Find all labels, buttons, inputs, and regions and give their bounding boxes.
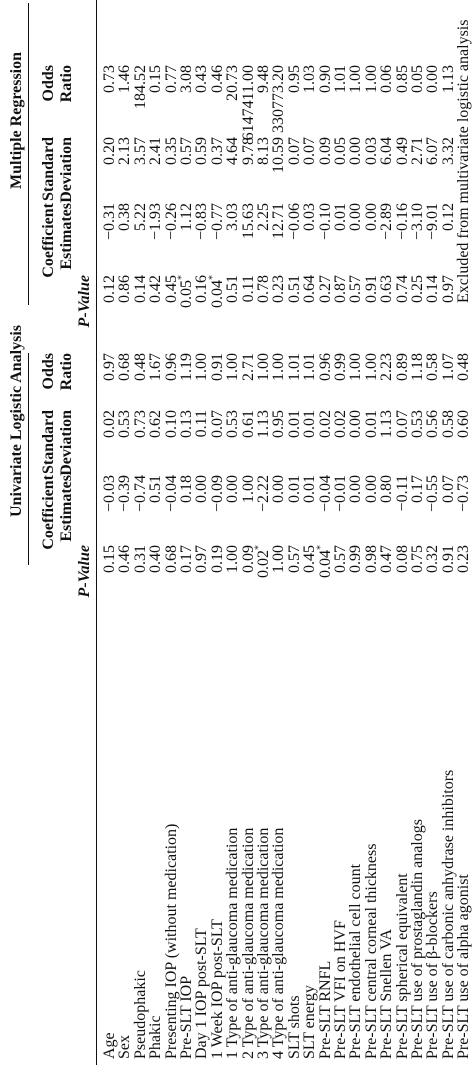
univariate-pvalue: 0.31 [131, 545, 149, 573]
excluded-note: Excluded from multivariate logistic analysis [455, 19, 473, 303]
multiple-odds-ratio: 20.73 [224, 65, 242, 101]
multiple-sd: 3.57 [131, 137, 149, 165]
univariate-coefficient: −0.09 [208, 475, 226, 513]
multiple-odds-ratio: 1.03 [301, 65, 319, 93]
header-bottom-rule [96, 0, 97, 1065]
row-label: Pre-SLT spherical equivalent [393, 873, 411, 1059]
significance-asterisk: * [176, 275, 188, 280]
multiple-coefficient: 15.63 [239, 203, 257, 239]
multiple-coefficient: 0.12 [439, 203, 457, 231]
multiple-sd: 3.32 [439, 137, 457, 165]
univariate-coefficient: −0.74 [131, 475, 149, 513]
multiple-coefficient: −1.93 [147, 203, 165, 241]
multiple-odds-ratio: 1.01 [332, 65, 349, 93]
multiple-coefficient: 2.25 [255, 203, 272, 231]
univariate-sd: 0.10 [162, 410, 180, 438]
univariate-odds-ratio: 2.71 [239, 353, 257, 381]
multiple-odds-ratio: 0.46 [208, 65, 226, 93]
multiple-pvalue: 0.05* [176, 275, 195, 308]
univariate-odds-ratio: 1.01 [301, 353, 319, 381]
univariate-coefficient: −0.73 [455, 475, 473, 513]
multiple-coef-header: Coefficient [40, 203, 57, 278]
univariate-odds-ratio: 1.00 [255, 353, 272, 381]
univariate-pvalue: 0.57 [285, 545, 303, 573]
multiple-odds-ratio: 0.06 [378, 65, 396, 93]
row-label: Pre-SLT Snellen VA [378, 928, 396, 1059]
multiple-sd: 6.07 [424, 137, 442, 165]
univariate-coefficient: 0.00 [193, 475, 211, 503]
univariate-coefficient: −0.01 [332, 475, 349, 513]
multiple-sd: 0.57 [178, 137, 195, 165]
multiple-sd-header: Standard [40, 137, 57, 202]
multiple-pvalue: 0.04* [207, 275, 226, 308]
multiple-pvalue: 0.74 [393, 275, 411, 303]
univariate-sd: 0.01 [301, 410, 319, 438]
multiple-coefficient: 0.00 [347, 203, 365, 231]
univariate-pvalue: 0.02* [253, 545, 272, 578]
multiple-pvalue: 0.97 [439, 275, 457, 303]
univariate-pvalue: 0.91 [439, 545, 457, 573]
row-label: Pre-SLT VFI on HVF [332, 920, 349, 1059]
multiple-pvalue: 0.27 [316, 275, 334, 303]
multiple-coefficient: 5.22 [131, 203, 149, 231]
multiple-pvalue: 0.16 [193, 275, 211, 303]
group-underline-univariate [28, 353, 29, 565]
multiple-coefficient: 12.71 [270, 203, 288, 239]
row-label: Age [101, 1032, 118, 1059]
univariate-sd: 0.02 [316, 410, 334, 438]
multiple-coefficient: −0.10 [316, 203, 334, 241]
univariate-sd-header-2: Deviation [58, 410, 75, 476]
multiple-sd: 2.71 [409, 137, 426, 165]
univariate-odds-ratio: 1.07 [439, 353, 457, 381]
univariate-odds-ratio: 1.18 [409, 353, 426, 381]
univariate-pvalue-header: P-Value [76, 545, 93, 598]
multiple-pvalue: 0.51 [224, 275, 242, 303]
row-label: Pre-SLT endothelial cell count [347, 863, 365, 1059]
univariate-coefficient: −2.22 [255, 475, 272, 513]
multiple-sd: 2.13 [116, 137, 134, 165]
univariate-pvalue: 0.08 [393, 545, 411, 573]
multiple-pvalue: 0.91 [362, 275, 380, 303]
univariate-pvalue: 0.97 [193, 545, 211, 573]
multiple-odds-ratio: 1.00 [362, 65, 380, 93]
row-label: 1 Week IOP post-SLT [208, 919, 226, 1059]
univariate-odds-ratio: 0.97 [101, 353, 118, 381]
row-label: 1 Type of anti-glaucoma medication [224, 827, 242, 1059]
significance-asterisk: * [207, 275, 219, 280]
multiple-pvalue: 0.25 [409, 275, 426, 303]
multiple-pvalue: 0.45 [162, 275, 180, 303]
row-label: Pre-SLT use of β-blockers [424, 891, 442, 1059]
group-underline-multiple [28, 3, 29, 305]
multiple-odds-ratio: 1.46 [116, 65, 134, 93]
multiple-sd: 0.07 [301, 137, 319, 165]
univariate-odds-ratio: 2.23 [378, 353, 396, 381]
multiple-or-header-2: Ratio [58, 65, 75, 103]
univariate-coefficient: 0.18 [178, 475, 195, 503]
multiple-coefficient: 0.38 [116, 203, 134, 231]
row-label: Phakic [147, 1015, 165, 1059]
univariate-coefficient: 0.00 [224, 475, 242, 503]
multiple-sd: 0.37 [208, 137, 226, 165]
multiple-sd: 0.49 [393, 137, 411, 165]
multiple-odds-ratio: 0.95 [285, 65, 303, 93]
multiple-sd-header-2: Deviation [58, 137, 75, 203]
row-label: Pseudophakic [131, 970, 149, 1059]
univariate-coefficient: 0.01 [285, 475, 303, 503]
univariate-odds-ratio: 0.89 [393, 353, 411, 381]
univariate-coefficient: 0.17 [409, 475, 426, 503]
univariate-pvalue: 0.47 [378, 545, 396, 573]
multiple-coef-header-2: Estimates [58, 203, 75, 270]
univariate-pvalue: 0.17 [178, 545, 195, 573]
significance-asterisk: * [253, 545, 265, 550]
univariate-sd: 0.62 [147, 410, 165, 438]
multiple-pvalue: 0.23 [270, 275, 288, 303]
multiple-pvalue: 0.51 [285, 275, 303, 303]
univariate-pvalue: 0.23 [455, 545, 473, 573]
multiple-odds-ratio: 0.85 [393, 65, 411, 93]
multiple-pvalue: 0.12 [101, 275, 118, 303]
univariate-odds-ratio: 0.91 [208, 353, 226, 381]
univariate-odds-ratio: 1.00 [224, 353, 242, 381]
multiple-pvalue: 0.63 [378, 275, 396, 303]
univariate-odds-ratio: 0.99 [332, 353, 349, 381]
univariate-pvalue: 0.40 [147, 545, 165, 573]
univariate-sd: 0.00 [347, 410, 365, 438]
univariate-sd: 0.13 [178, 410, 195, 438]
univariate-sd-header: Standard [40, 410, 57, 475]
univariate-sd: 0.07 [393, 410, 411, 438]
univariate-sd: 0.53 [224, 410, 242, 438]
row-label: Pre-SLT use of alpha agonist [455, 874, 473, 1059]
univariate-or-header: Odds [40, 353, 57, 390]
row-label: 4 Type of anti-glaucoma medication [270, 827, 288, 1059]
multiple-pvalue: 0.11 [239, 275, 257, 303]
row-label: 2 Type of anti-glaucoma medication [239, 827, 257, 1059]
row-label: Pre-SLT central corneal thickness [362, 843, 380, 1059]
univariate-sd: 0.61 [239, 410, 257, 438]
univariate-pvalue: 1.00 [224, 545, 242, 573]
multiple-odds-ratio: 184.52 [131, 65, 149, 109]
multiple-sd: 6.04 [378, 137, 396, 165]
row-label: Pre-SLT use of prostaglandin analogs [409, 819, 426, 1059]
univariate-sd: 0.01 [362, 410, 380, 438]
univariate-odds-ratio: 0.96 [316, 353, 334, 381]
multiple-pvalue: 0.14 [131, 275, 149, 303]
univariate-odds-ratio: 1.00 [362, 353, 380, 381]
univariate-pvalue: 0.68 [162, 545, 180, 573]
multiple-odds-ratio: 0.43 [193, 65, 211, 93]
univariate-sd: 1.13 [378, 410, 396, 438]
multiple-sd: 0.35 [162, 137, 180, 165]
multiple-coefficient: −0.26 [162, 203, 180, 241]
multiple-or-header: Odds [40, 65, 57, 102]
row-label: Pre-SLT use of carbonic anhydrase inhibitors [439, 769, 457, 1059]
univariate-sd: 0.53 [409, 410, 426, 438]
multiple-coefficient: 3.03 [224, 203, 242, 231]
multiple-coefficient: 1.12 [178, 203, 195, 231]
univariate-pvalue: 0.45 [301, 545, 319, 573]
univariate-sd: 0.58 [439, 410, 457, 438]
univariate-pvalue: 0.99 [347, 545, 365, 573]
univariate-coef-header: Coefficient [40, 475, 57, 550]
multiple-coefficient: 0.00 [362, 203, 380, 231]
univariate-coefficient: 0.07 [439, 475, 457, 503]
univariate-pvalue: 0.09 [239, 545, 257, 573]
univariate-odds-ratio: 1.00 [193, 353, 211, 381]
multiple-coefficient: −2.89 [378, 203, 396, 241]
row-label: Pre-SLT RNFL [316, 960, 334, 1059]
multiple-coefficient: −0.31 [101, 203, 118, 241]
univariate-sd: 0.60 [455, 410, 473, 438]
row-label: Pre-SLT IOP [178, 975, 195, 1059]
univariate-coefficient: 0.80 [378, 475, 396, 503]
univariate-coefficient: 1.00 [239, 475, 257, 503]
univariate-odds-ratio: 1.19 [178, 353, 195, 381]
multiple-pvalue: 0.87 [332, 275, 349, 303]
multiple-coefficient: 0.03 [301, 203, 319, 231]
univariate-pvalue: 0.98 [362, 545, 380, 573]
univariate-coefficient: 0.00 [270, 475, 288, 503]
multiple-sd: 2.41 [147, 137, 165, 165]
multiple-sd: 0.20 [101, 137, 118, 165]
univariate-sd: 0.95 [270, 410, 288, 438]
row-label: Day 1 IOP post-SLT [193, 928, 211, 1059]
multiple-odds-ratio: 0.90 [316, 65, 334, 93]
univariate-odds-ratio: 0.48 [455, 353, 473, 381]
univariate-sd: 0.11 [193, 410, 211, 438]
multiple-sd: 9.78 [239, 137, 257, 165]
univariate-sd: 0.56 [424, 410, 442, 438]
univariate-odds-ratio: 0.48 [131, 353, 149, 381]
multiple-pvalue: 0.42 [147, 275, 165, 303]
univariate-sd: 0.07 [208, 410, 226, 438]
univariate-sd: 0.02 [101, 410, 118, 438]
row-label: Sex [116, 1035, 134, 1059]
univariate-odds-ratio: 1.00 [347, 353, 365, 381]
multiple-odds-ratio: 9.48 [255, 65, 272, 93]
univariate-pvalue: 0.46 [116, 545, 134, 573]
multiple-odds-ratio: 330773.20 [270, 65, 288, 133]
univariate-sd: 0.02 [332, 410, 349, 438]
multiple-sd: 8.13 [255, 137, 272, 165]
univariate-pvalue: 0.75 [409, 545, 426, 573]
univariate-or-header-2: Ratio [58, 353, 75, 391]
significance-asterisk: * [315, 545, 327, 550]
multiple-pvalue-header: P-Value [76, 275, 93, 328]
univariate-odds-ratio: 0.68 [116, 353, 134, 381]
multiple-pvalue: 0.57 [347, 275, 365, 303]
multiple-sd: 0.59 [193, 137, 211, 165]
row-label: SLT energy [301, 985, 319, 1059]
multiple-odds-ratio: 1.00 [347, 65, 365, 93]
row-label: 3 Type of anti-glaucoma medication [255, 827, 272, 1059]
multiple-sd: 10.59 [270, 137, 288, 173]
multiple-odds-ratio: 6147411.00 [239, 65, 257, 141]
multiple-pvalue: 0.86 [116, 275, 134, 303]
multiple-pvalue: 0.64 [301, 275, 319, 303]
univariate-coefficient: 0.51 [147, 475, 165, 503]
multiple-odds-ratio: 0.15 [147, 65, 165, 93]
group-header-univariate: Univariate Logistic Analysis [8, 324, 25, 517]
univariate-coefficient: 0.00 [347, 475, 365, 503]
multiple-odds-ratio: 0.77 [162, 65, 180, 93]
univariate-coefficient: −0.39 [116, 475, 134, 513]
multiple-sd: 0.09 [316, 137, 334, 165]
univariate-pvalue: 0.04* [315, 545, 334, 578]
univariate-pvalue: 0.15 [101, 545, 118, 573]
multiple-sd: 0.03 [362, 137, 380, 165]
multiple-sd: 0.05 [332, 137, 349, 165]
multiple-odds-ratio: 0.05 [409, 65, 426, 93]
univariate-sd: 0.73 [131, 410, 149, 438]
multiple-odds-ratio: 0.73 [101, 65, 118, 93]
univariate-pvalue: 0.32 [424, 545, 442, 573]
multiple-coefficient: −9.01 [424, 203, 442, 241]
univariate-coefficient: −0.04 [316, 475, 334, 513]
univariate-odds-ratio: 0.58 [424, 353, 442, 381]
multiple-sd: 0.07 [285, 137, 303, 165]
multiple-coefficient: −0.77 [208, 203, 226, 241]
univariate-sd: 0.01 [285, 410, 303, 438]
group-header-multiple: Multiple Regression [8, 51, 25, 189]
univariate-coefficient: 0.01 [301, 475, 319, 503]
univariate-pvalue: 1.00 [270, 545, 288, 573]
univariate-pvalue: 0.57 [332, 545, 349, 573]
univariate-coefficient: 0.00 [362, 475, 380, 503]
univariate-odds-ratio: 0.96 [162, 353, 180, 381]
multiple-odds-ratio: 1.13 [439, 65, 457, 93]
univariate-coef-header-2: Estimates [58, 475, 75, 542]
univariate-coefficient: −0.04 [162, 475, 180, 513]
univariate-odds-ratio: 1.01 [285, 353, 303, 381]
multiple-coefficient: 0.01 [332, 203, 349, 231]
multiple-coefficient: −0.16 [393, 203, 411, 241]
univariate-coefficient: −0.55 [424, 475, 442, 513]
multiple-coefficient: −0.06 [285, 203, 303, 241]
univariate-coefficient: −0.03 [101, 475, 118, 513]
row-label: SLT shots [285, 995, 303, 1059]
multiple-odds-ratio: 0.00 [424, 65, 442, 93]
univariate-coefficient: −0.11 [393, 475, 411, 512]
multiple-pvalue: 0.78 [255, 275, 272, 303]
multiple-coefficient: −0.83 [193, 203, 211, 241]
multiple-coefficient: −3.10 [409, 203, 426, 241]
univariate-pvalue: 0.19 [208, 545, 226, 573]
row-label: Presenting IOP (without medication) [162, 823, 180, 1059]
univariate-sd: 1.13 [255, 410, 272, 438]
univariate-sd: 0.53 [116, 410, 134, 438]
univariate-odds-ratio: 1.00 [270, 353, 288, 381]
multiple-pvalue: 0.14 [424, 275, 442, 303]
multiple-sd: 4.64 [224, 137, 242, 165]
multiple-sd: 0.00 [347, 137, 365, 165]
univariate-odds-ratio: 1.67 [147, 353, 165, 381]
multiple-odds-ratio: 3.08 [178, 65, 195, 93]
